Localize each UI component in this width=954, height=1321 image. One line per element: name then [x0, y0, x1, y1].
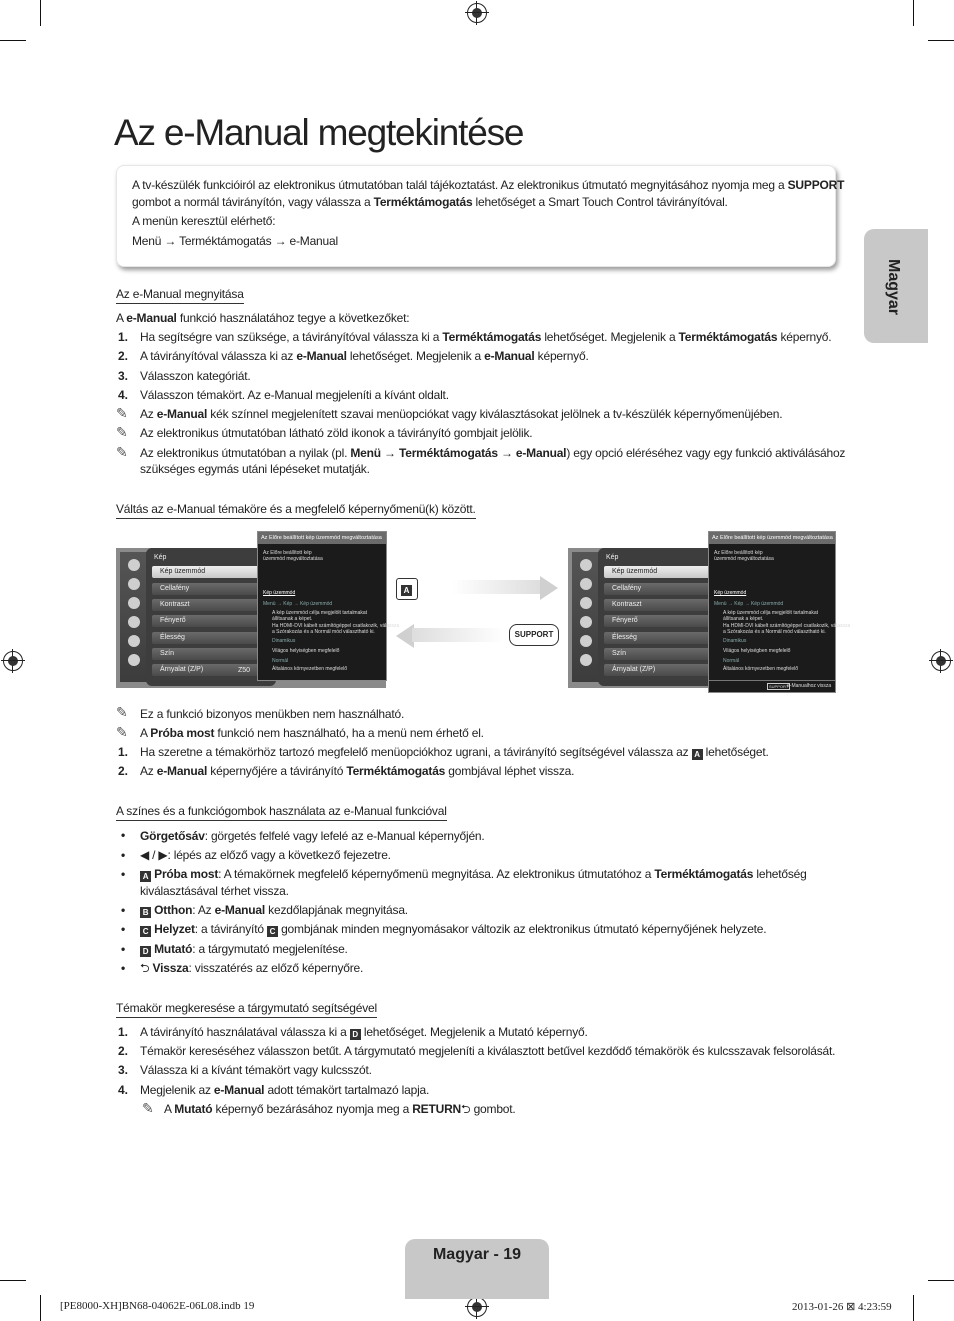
note-text: Ez a funkció bizonyos menükben nem használható. — [140, 707, 405, 721]
step-number: 1. — [118, 330, 129, 344]
note-text: szükséges egymás utáni lépéseket mutatják. — [140, 462, 370, 476]
tv-menu-item: Kontraszt — [604, 599, 722, 611]
divider — [709, 680, 835, 681]
section-heading: Az e-Manual megnyitása — [116, 287, 244, 304]
intro-line-3: A menün keresztül elérhető: — [132, 214, 276, 228]
step-text: A távirányító használatával válassza ki a D lehetőséget. Megjelenik a Mutató képernyő. — [140, 1025, 588, 1039]
bullet-text: A Próba most: A témakörnek megfelelő képernyőmenü megnyitása. Az elektronikus útmutatóhoz a Terméktámogatás lehetőség — [140, 866, 807, 882]
arrow-right-icon — [452, 580, 542, 594]
step-number: 4. — [118, 1083, 129, 1097]
step-number: 3. — [118, 1063, 129, 1077]
bullet: • — [121, 922, 126, 936]
note-text: A Mutató képernyő bezárásához nyomja meg a RETURN⮌ gombot. — [164, 1102, 516, 1116]
registration-mark-icon — [3, 651, 23, 671]
prev-next-icon: ◀ / ▶ — [140, 848, 168, 862]
bullet-text: Görgetősáv: görgetés felfelé vagy lefelé az e-Manual képernyőjén. — [140, 829, 485, 843]
section-heading: Váltás az e-Manual témaköre és a megfelelő képernyőmenü(k) között. — [116, 502, 476, 519]
step-text: Válasszon kategóriát. — [140, 369, 251, 383]
tv-picture-menu: Kép Kép üzemmód Cellafény Kontraszt Fényerő Élesség Szín Árnyalat (Z/P) — [598, 548, 728, 686]
section-heading: Témakör megkeresése a tárgymutató segítségével — [116, 1001, 377, 1018]
registration-mark-icon — [931, 651, 951, 671]
intro-line-1: A tv-készülék funkcióiról az elektronikus útmutatóban talál tájékoztatást. Az elektronikus útmutató megnyitásához nyomja meg a SUPPORT — [132, 178, 845, 192]
step-text: Ha segítségre van szüksége, a távirányítóval válassza ki a Terméktámogatás lehetőséget. Megjelenik a Terméktámogatás képernyő. — [140, 330, 832, 344]
step-text: Az e-Manual képernyőjére a távirányító Terméktámogatás gombjával léphet vissza. — [140, 764, 575, 778]
note-icon: ✎ — [116, 424, 128, 440]
tv-menu-item: Cellafény — [604, 583, 722, 595]
step-number: 1. — [118, 745, 129, 759]
crop-mark — [928, 40, 954, 41]
tv-menu-item: Élesség — [604, 632, 722, 644]
footer-file-info: [PE8000-XH]BN68-04062E-06L08.indb 19 — [60, 1300, 255, 1312]
tv-menu-item: Fényerő — [152, 615, 270, 627]
page-number-box — [405, 1239, 549, 1299]
bullet-text: B Otthon: Az e-Manual kezdőlapjának megnyitása. — [140, 902, 408, 918]
language-tab: Magyar — [864, 229, 928, 343]
step-number: 3. — [118, 369, 129, 383]
tv-menu-item: Cellafény — [152, 583, 270, 595]
step-number: 1. — [118, 1025, 129, 1039]
note-icon: ✎ — [142, 1100, 154, 1116]
bullet: • — [121, 848, 126, 862]
step-text: Megjelenik az e-Manual adott témakört tartalmazó lapja. — [140, 1083, 430, 1097]
paragraph: A e-Manual funkció használatához tegye a következőket: — [116, 311, 410, 325]
crop-mark — [913, 0, 914, 26]
footer-timestamp: 2013-01-26 ⊠ 4:23:59 — [792, 1301, 892, 1313]
intro-line-2: gombot a normál távirányítón, vagy válassza a Terméktámogatás lehetőséget a Smart Touch Control távirányítóval. — [132, 195, 728, 209]
note-icon: ✎ — [116, 405, 128, 421]
bullet-text: C Helyzet: a távirányító C gombjának minden megnyomásakor változik az elektronikus útmutató képernyőjének helyzete. — [140, 921, 766, 937]
crop-mark — [40, 0, 41, 26]
support-key-button: SUPPORT — [509, 624, 559, 646]
step-number: 2. — [118, 1044, 129, 1058]
arrow-left-icon — [412, 628, 504, 642]
tv-picture-menu: Kép Kép üzemmód Cellafény Kontraszt Fényerő Élesség Szín Árnyalat (Z/P) Z50 — [146, 548, 276, 686]
note-text: Az elektronikus útmutatóban látható zöld ikonok a távirányító gombjait jelölik. — [140, 426, 533, 440]
step-number: 4. — [118, 388, 129, 402]
return-icon: ⮌ — [140, 961, 153, 975]
crop-mark — [0, 40, 26, 41]
bullet: • — [121, 903, 126, 917]
crop-mark — [928, 1280, 954, 1281]
note-icon: ✎ — [116, 724, 128, 740]
tv-icon-column — [120, 552, 148, 682]
tv-menu-item: Kép üzemmód — [152, 566, 270, 578]
tv-icon-column — [572, 552, 600, 682]
bullet-text: D Mutató: a tárgymutató megjelenítése. — [140, 941, 348, 957]
note-text: A Próba most funkció nem használható, ha a menü nem érhető el. — [140, 726, 484, 740]
step-text: Ha szeretne a témakörhöz tartozó megfelelő menüopciókhoz ugrani, a távirányító segítségével válassza az A lehetőséget. — [140, 745, 769, 759]
registration-mark-icon — [467, 1297, 487, 1317]
bullet: • — [121, 867, 126, 881]
bullet-text: ◀ / ▶: lépés az előző vagy a következő fejezetre. — [140, 848, 391, 862]
intro-menu-path: Menü → Terméktámogatás → e-Manual — [132, 234, 338, 248]
emanual-panel-left: Az Előre beállított kép üzemmód megváltoztatása Az Előre beállított kép üzemmód megváltoztatása Kép üzemmód Menü → Kép → Kép üzemmód A kép üzemmód célja megjelölt tartalmakat állítsanak a képet. Ha HDMI-DVI kábelt számítógéppel csatlakozik, válassza a Szórakozás és a Normál mód választható ki. Dinamikus Világos helyiségben megfelelő Normál Általános környezetben megfelelő — [257, 531, 387, 681]
step-text: Válasszon témakört. Az e-Manual megjeleníti a kívánt oldalt. — [140, 388, 449, 402]
page-number: Magyar - 19 — [432, 1246, 522, 1263]
step-number: 2. — [118, 764, 129, 778]
bullet: • — [121, 828, 126, 842]
bullet-text: kiválasztásával térhet vissza. — [140, 884, 289, 898]
registration-mark-icon — [467, 3, 487, 23]
step-number: 2. — [118, 349, 129, 363]
tv-menu-value: Z50 — [238, 667, 251, 674]
bullet: • — [121, 961, 126, 975]
bullet: • — [121, 942, 126, 956]
crop-mark — [0, 1280, 26, 1281]
tv-menu-item: Kontraszt — [152, 599, 270, 611]
tv-menu-item: Fényerő — [604, 615, 722, 627]
a-key-button: A — [396, 578, 418, 600]
tv-menu-item: Árnyalat (Z/P) — [152, 664, 270, 676]
crop-mark — [913, 1295, 914, 1321]
tv-menu-item: Szín — [152, 648, 270, 660]
crop-mark — [40, 1295, 41, 1321]
note-icon: ✎ — [116, 704, 128, 720]
step-text: Válassza ki a kívánt témakört vagy kulcsszót. — [140, 1063, 372, 1077]
section-heading: A színes és a funkciógombok használata az e-Manual funkcióval — [116, 804, 447, 821]
page-title: Az e-Manual megtekintése — [114, 112, 524, 153]
note-text: Az e-Manual kék színnel megjelenített szavai menüopciókat vagy kiválasztásokat jelölnek a tv-készülék képernyőmenüjében. — [140, 407, 783, 421]
bullet-text: ⮌ Vissza: visszatérés az előző képernyőre. — [140, 961, 364, 975]
tv-menu-item: Árnyalat (Z/P) — [604, 664, 722, 676]
step-text: A távirányítóval válassza ki az e-Manual lehetőséget. Megjelenik a e-Manual képernyő. — [140, 349, 589, 363]
tv-menu-item: Élesség — [152, 632, 270, 644]
emanual-panel-right: Az Előre beállított kép üzemmód megváltoztatása Az Előre beállított kép üzemmód megváltoztatása Kép üzemmód Menü → Kép → Kép üzemmód A kép üzemmód célja megjelölt tartalmakat állítsanak a képet. Ha HDMI-DVI kábelt számítógéppel csatlakozik, válassza a Szórakozás és a Normál mód választható ki. Dinamikus Világos helyiségben megfelelő Normál Általános környezetben megfelelő SUPPORT e-Manualhoz vissza — [708, 531, 836, 693]
tv-menu-item: Szín — [604, 648, 722, 660]
step-text: Témakör kereséséhez válasszon betűt. A tárgymutató megjeleníti a kiválasztott betűvel kezdődő témakörök és kulcsszavak felsorolását. — [140, 1044, 836, 1058]
tv-menu-item: Kép üzemmód — [604, 566, 722, 578]
return-icon: ⮌ — [461, 1102, 471, 1116]
note-icon: ✎ — [116, 444, 128, 460]
arrow-head-right-icon — [540, 576, 558, 600]
note-text: Az elektronikus útmutatóban a nyilak (pl. Menü → Terméktámogatás → e-Manual) egy opció eléréséhez vagy egy funkció aktiválásához — [140, 446, 846, 460]
